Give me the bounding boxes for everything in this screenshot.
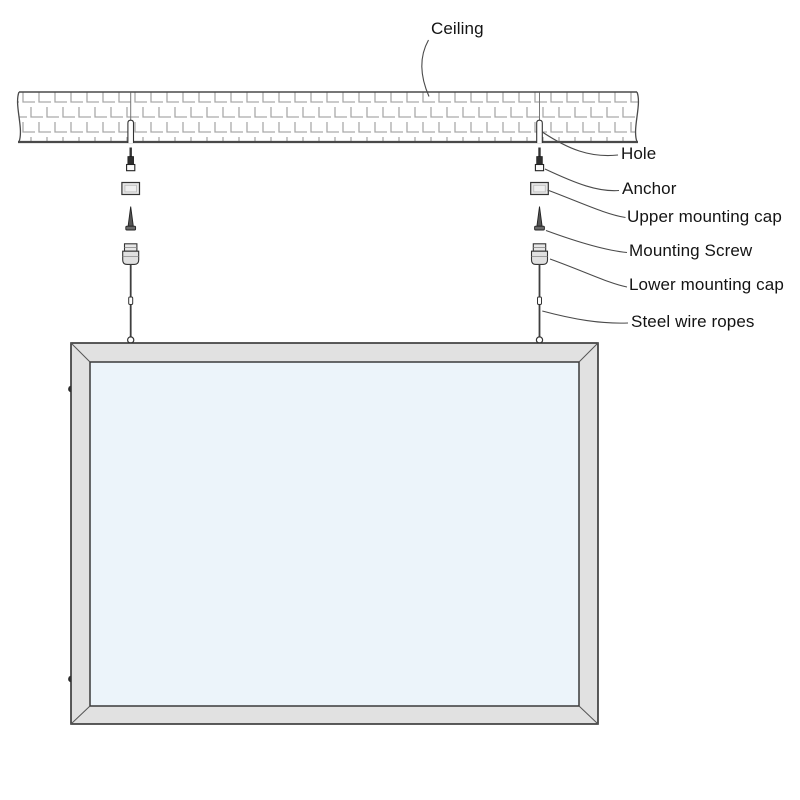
leader-mounting-screw [546,231,627,253]
leader-steel-wire-ropes [542,311,628,323]
label-hole: Hole [621,144,657,163]
leader-lines [422,40,628,323]
leader-lower-mounting-cap [550,259,627,287]
panel-face [90,362,579,706]
leader-upper-mounting-cap [548,190,626,218]
leader-ceiling [422,40,429,97]
led-panel [68,343,598,724]
label-ceiling: Ceiling [431,19,484,38]
label-mounting-screw: Mounting Screw [629,241,753,260]
label-lower-mounting-cap: Lower mounting cap [629,275,784,294]
label-anchor: Anchor [622,179,677,198]
label-steel-wire-ropes: Steel wire ropes [631,312,755,331]
label-upper-mounting-cap: Upper mounting cap [627,207,782,226]
leader-anchor [545,169,619,191]
